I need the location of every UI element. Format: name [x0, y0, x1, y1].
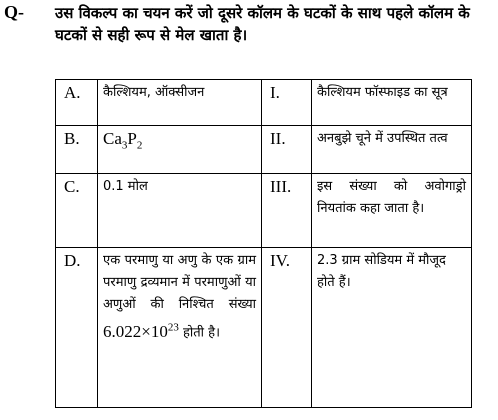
formula: $Ca_3P_2$ — [103, 129, 143, 152]
column2-cell: अनबुझे चूने में उपस्थित तत्व — [312, 126, 472, 174]
row-label-ii: II. — [262, 126, 312, 174]
column1-cell: एक परमाणु या अणु के एक ग्राम परमाणु द्रव्यमान में परमाणुओं या अणुओं की निश्चित संख्या $6.022\times 10^{23}$ होती है। — [98, 248, 262, 408]
row-label-i: I. — [262, 80, 312, 126]
row-label-d: D. — [56, 248, 98, 408]
row-label-iv: IV. — [262, 248, 312, 408]
table-row — [56, 174, 472, 248]
row-label-a: A. — [56, 80, 98, 126]
table-row — [56, 126, 472, 174]
table-row — [56, 80, 472, 126]
column1-cell: 0.1 मोल — [98, 174, 262, 248]
column2-cell: 2.3 ग्राम सोडियम में मौजूद होते हैं। — [312, 248, 472, 408]
matching-table — [55, 79, 472, 408]
avogadro-number: $6.022\times 10^{23}$ — [103, 321, 179, 341]
column2-cell: कैल्शियम फॉस्फाइड का सूत्र — [312, 80, 472, 126]
row-label-c: C. — [56, 174, 98, 248]
column1-cell — [98, 126, 262, 174]
row-label-iii: III. — [262, 174, 312, 248]
table-row — [56, 248, 472, 408]
question-label: Q- — [4, 2, 24, 22]
column1-cell: कैल्शियम, ऑक्सीजन — [98, 80, 262, 126]
row-label-b: B. — [56, 126, 98, 174]
column2-cell: इस संख्या को अवोगाड्रो नियतांक कहा जाता है। — [312, 174, 472, 248]
question-text: उस विकल्प का चयन करें जो दूसरे कॉलम के घटकों के साथ पहले कॉलम के घटकों से सही रूप से मेल खाता है। — [55, 4, 470, 44]
